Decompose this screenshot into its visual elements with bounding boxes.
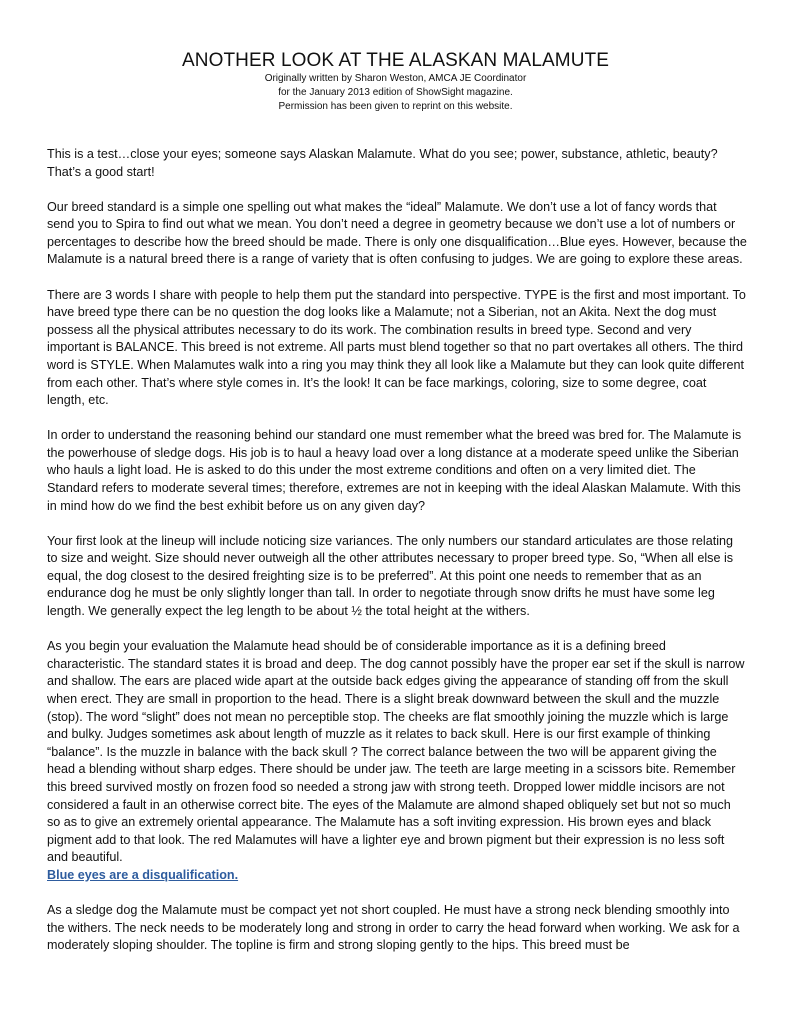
paragraph-breed-standard: Our breed standard is a simple one spelling out what makes the “ideal” Malamute. We don’t use a lot of fancy words that send you to Spira to find out what we mean. You don’t need a degree in geometry because we don’t use a lot of numbers or percentages to describe how the breed should be made. There is only one disqualification…Blue eyes. However, because the Malamute is a natural breed there is a range of variety that is often confusing to judges. We are going to explore these areas. (47, 199, 747, 267)
paragraph-size: Your first look at the lineup will include noticing size variances. The only numbers our standard articulates are those relating to size and weight. Size should never outweigh all the other attributes necessary to proper breed type. So, “When all else is equal, the dog closest to the desired freighting size is to be preferred”. At this point one needs to remember that as an endurance dog he must be only slightly longer than tall. In order to negotiate through snow drifts he must have some leg length. We generally expect the leg length to be about ½ the total height at the withers. (47, 533, 734, 619)
paragraph-intro: This is a test…close your eyes; someone says Alaskan Malamute. What do you see; power, substance, athletic, beauty? That’s a good start! (47, 147, 718, 179)
permission-line: Permission has been given to reprint on this website. (278, 101, 513, 112)
paragraph-head-block (47, 638, 747, 884)
disqualification-link[interactable]: Blue eyes are a disqualification. (47, 867, 239, 882)
page-title: ANOTHER LOOK AT THE ALASKAN MALAMUTE (182, 50, 609, 71)
author-line: Originally written by Sharon Weston, AMCA JE Coordinator (264, 73, 527, 84)
edition-line: for the January 2013 edition of ShowSight magazine. (278, 87, 513, 98)
article-body (47, 146, 747, 972)
paragraph-three-words: There are 3 words I share with people to help them put the standard into perspective. TYPE is the first and most important. To have breed type there can be no question the dog looks like a Malamute; not a Siberian, not an Akita. Next the dog must possess all the physical attributes necessary to do its work. The combination results in breed type. Second and very important is BALANCE. This breed is not extreme. All parts must blend together so that no part overtakes all others. The third word is STYLE. When Malamutes walk into a ring you may think they all look like a Malamute but they can look quite different from each other. That’s where style comes in. It’s the look! It can be face markings, coloring, size to some degree, coat length, etc. (47, 287, 746, 408)
paragraph-head: As you begin your evaluation the Malamute head should be of considerable importance as it is a defining breed characteristic. The standard states it is broad and deep. The dog cannot possibly have the proper ear set if the skull is narrow and shallow. The ears are placed wide apart at the outside back edges giving the appearance of standing off from the skull when erect. They are small in proportion to the head. There is a slight break downward between the skull and the muzzle (stop). The word “slight” does not mean no perceptible stop. The cheeks are flat smoothly joining the muzzle which is large and bulky. Judges sometimes ask about length of muzzle as it relates to back skull. Here is our first example of thinking “balance”. Is the muzzle in balance with the back skull ? The correct balance between the two will be apparent giving the head a blending without sharp edges. There should be under jaw. The teeth are large meeting in a scissors bite. Remember this breed survived mostly on frozen food so needed a strong jaw with strong teeth. Dropped lower middle incisors are not considered a fault in an otherwise correct bite. The eyes of the Malamute are almond shaped obliquely set but not so much so as to give an extremely oriental appearance. The Malamute has a soft inviting expression. His brown eyes and black pigment add to that look. The red Malamutes will have a lighter eye and brown pigment but their expression is no less soft and beautiful. (47, 639, 745, 865)
paragraph-body: As a sledge dog the Malamute must be compact yet not short coupled. He must have a strong neck blending smoothly into the withers. The neck needs to be moderately long and strong in order to carry the head forward when working. We ask for a moderately sloping shoulder. The topline is firm and strong sloping gently to the hips. This breed must be (47, 902, 740, 953)
paragraph-bred-for: In order to understand the reasoning behind our standard one must remember what the breed was bred for. The Malamute is the powerhouse of sledge dogs. His job is to haul a heavy load over a long distance at a moderate speed unlike the Siberian who hauls a light load. He is asked to do this under the most extreme conditions and often on a very limited diet. The Standard refers to moderate several times; therefore, extremes are not in keeping with the ideal Alaskan Malamute. With this in mind how do we find the best exhibit before us on any given day? (47, 428, 742, 513)
